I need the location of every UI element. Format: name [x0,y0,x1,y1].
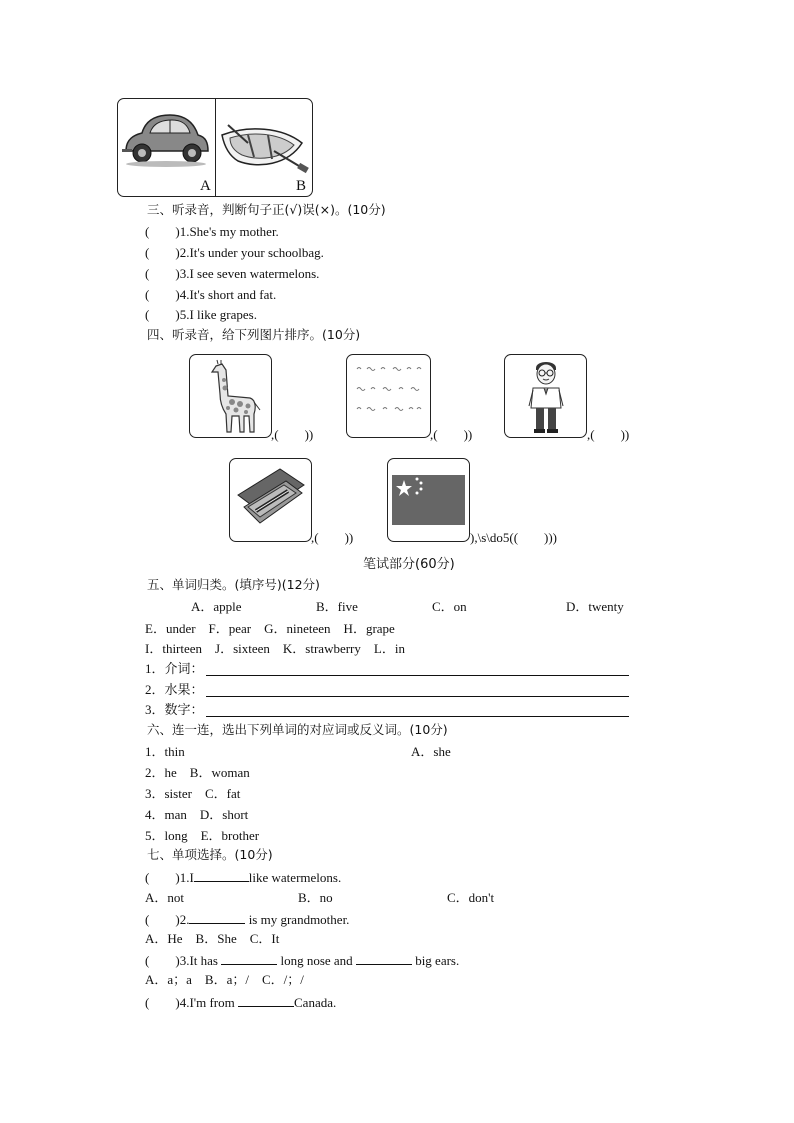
giraffe-picture-frame [189,354,272,438]
category-label: 1．介词： [145,661,204,676]
section7-title: 七、单项选择。(10分) [147,847,273,862]
answer-paren-open: ( [145,245,150,260]
boat-picture [218,121,310,176]
question-4: ( )4.I'm from Canada. [145,995,337,1010]
pencil-case-picture [236,467,306,533]
category-label: 2．水果： [145,682,204,697]
word-option-row: E．under F．pear G．nineteen H．grape [145,621,395,636]
picture-divider [215,99,216,196]
order-blank-3: ,( )) [587,427,630,442]
match-left: 4．man D．short [145,807,249,822]
answer-paren-close: ) [175,266,180,281]
word-option: A．apple [191,599,242,614]
answer-paren-close: ) [175,287,180,302]
order-blank-2: ,( )) [430,427,473,442]
car-picture [120,109,212,169]
order-blank-5: ),\s\do5(( ))) [470,530,558,545]
match-right: A．she [411,744,451,759]
car-boat-picture-frame [117,98,313,197]
answer-paren-open: ( [145,224,150,239]
picture-label-a: A [200,178,211,194]
answer-blank[interactable] [356,953,412,965]
handwriting-picture [355,363,423,429]
answer-blank[interactable] [221,953,277,965]
section3-title: 三、听录音，判断句子正(√)误(×)。(10分) [147,202,386,217]
category-answer-line[interactable] [206,675,629,676]
word-option: C．on [432,599,467,614]
section3-item [145,225,279,238]
answer-paren-open: ( [145,266,150,281]
sentence: 3.I see seven watermelons. [179,266,320,281]
choice-option: B．no [298,890,333,905]
answer-blank[interactable] [189,912,245,924]
answer-blank[interactable] [238,995,294,1007]
handwriting-picture-frame [346,354,431,438]
question-1: ( )1.I like watermelons. [145,870,342,885]
section3-item [145,267,319,280]
category-answer-line[interactable] [206,696,629,697]
choice-option: A．not [145,890,185,905]
pencil-case-picture-frame [229,458,312,542]
written-part-header: 笔试部分(60分) [363,557,455,572]
answer-blank[interactable] [194,870,249,882]
giraffe-picture [200,358,262,434]
answer-paren-close: ) [175,224,180,239]
question-2: ( )2. is my grandmother. [145,912,350,927]
section3-item [145,246,324,259]
category-label: 3．数字： [145,702,204,717]
word-option-row: I．thirteen J．sixteen K．strawberry L．in [145,641,405,656]
sentence: 4.It's short and fat. [179,287,277,302]
sentence: 2.It's under your schoolbag. [179,245,324,260]
match-left: 5．long E．brother [145,828,260,843]
section4-title: 四、听录音，给下列图片排序。(10分) [147,327,361,342]
choice-options: A．a；a B．a；/ C．/；/ [145,972,304,987]
choice-options: A．He B．She C．It [145,931,280,946]
order-blank-1: ,( )) [271,427,314,442]
flag-picture-frame [387,458,470,542]
answer-paren-open: ( [145,287,150,302]
flag-picture [392,475,465,525]
man-picture [525,358,567,434]
word-option: B．five [316,599,358,614]
category-answer-line[interactable] [206,716,629,717]
sentence: 1.She's my mother. [179,224,279,239]
section3-item [145,308,257,321]
man-picture-frame [504,354,587,438]
section6-title: 六、连一连，选出下列单词的对应词或反义词。(10分) [147,722,448,737]
section5-title: 五、单词归类。(填序号)(12分) [147,577,320,592]
question-3: ( )3.It has long nose and big ears. [145,953,460,968]
order-blank-4: ,( )) [311,530,354,545]
choice-option: C．don't [447,890,495,905]
match-left: 2．he B．woman [145,765,250,780]
answer-paren-close: ) [175,245,180,260]
answer-paren-close: ) [175,307,180,322]
sentence: 5.I like grapes. [179,307,257,322]
match-left: 1．thin [145,744,185,759]
answer-paren-open: ( [145,307,150,322]
picture-label-b: B [296,178,307,194]
section3-item [145,288,276,301]
word-option: D．twenty [566,599,624,614]
match-left: 3．sister C．fat [145,786,241,801]
